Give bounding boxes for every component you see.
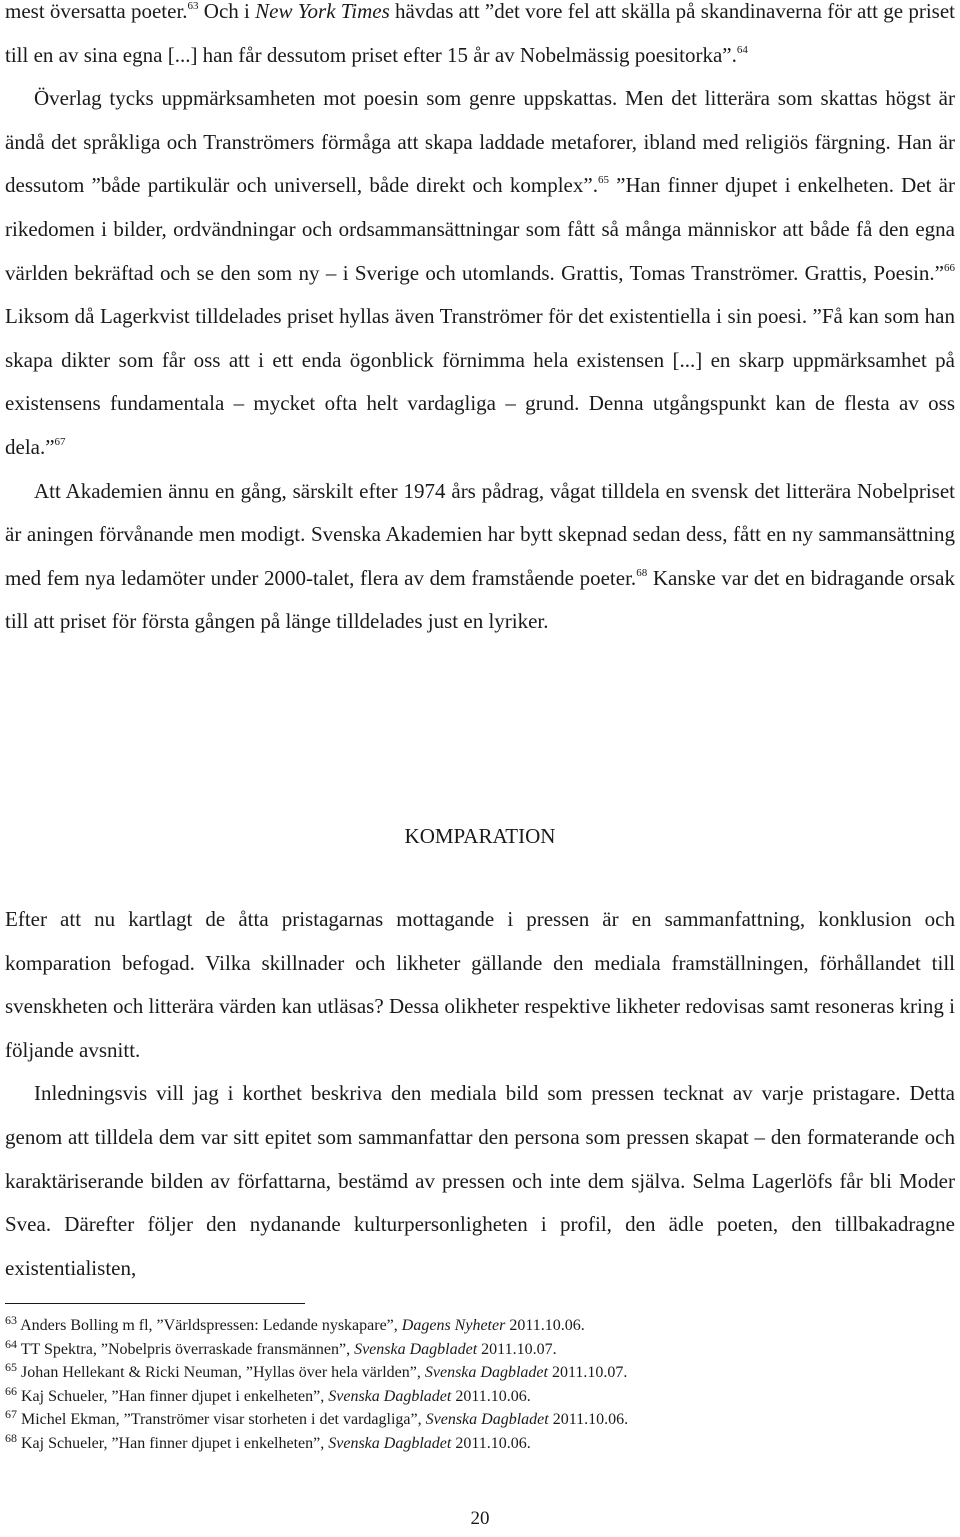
footnotes — [5, 1314, 955, 1455]
footnote: $^{64}$ TT Spektra, ”Nobelpris överraskade fransmännen”, Svenska Dagbladet 2011.10.07. — [5, 1336, 557, 1358]
body-section-lower — [5, 898, 955, 1290]
footnote: $^{66}$ Kaj Schueler, ”Han finner djupet i enkelheten”, Svenska Dagbladet 2011.10.06. — [5, 1383, 531, 1405]
footnote-ref: 65 — [597, 174, 609, 187]
section-heading: KOMPARATION — [404, 824, 556, 848]
paragraph-academy: Att Akademien ännu en gång, särskilt efter 1974 års pådrag, vågat tilldela en svensk det litterära Nobelpriset är aningen förvånande men modigt. Svenska Akademien har bytt skepnad sedan dess, fått en ny sammansättning med fem nya ledamöter under 2000-talet, flera av dem framstående poeter.$^{68}$ Kanske var det en bidragande orsak till att priset för första gången på länge tilldelades just en lyriker. — [5, 478, 956, 634]
paragraph-transtromer-reception: Överlag tycks uppmärksamheten mot poesin som genre uppskattas. Men det litterära som skattas högst är ändå det språkliga och Tranströmers förmåga att skapa laddade metaforer, ibland med religiös färgning. Han är dessutom ”både partikulär och universell, både direkt och komplex”.$^{65}$ ”Han finner djupet i enkelheten. Det är rikedomen i bilder, ordvändningar och ordsammansättningar som fått så många människor att både få den egna världen bekräftad och se den som ny – i Sverige och utomlands. Grattis, Tomas Tranströmer. Grattis, Poesin.”$^{66}$ Liksom då Lagerkvist tilldelades priset hyllas även Tranströmer för det existentiella i sin poesi. ”Få kan som han skapa dikter som får oss att i ett enda ögonblick förnimma hela existensen [...] en skarp uppmärksamhet på existensens fundamentala – mycket ofta helt vardagliga – grund. Denna utgångspunkt kan de flesta av oss dela.”$^{67}$ — [5, 86, 955, 459]
footnote-ref: 66 — [944, 261, 955, 274]
footnote: $^{63}$ Anders Bolling m fl, ”Världspressen: Ledande nyskapare”, Dagens Nyheter 2011.10.06. — [5, 1313, 585, 1334]
footnote-separator — [5, 1303, 305, 1304]
footnote-ref: 67 — [54, 435, 66, 448]
footnote: $^{68}$ Kaj Schueler, ”Han finner djupet i enkelheten”, Svenska Dagbladet 2011.10.06. — [5, 1430, 531, 1452]
paragraph-comparison-intro: Efter att nu kartlagt de åtta pristagarnas mottagande i pressen är en sammanfattning, konklusion och komparation befogad. Vilka skillnader och likheter gällande den mediala framställningen, förhållandet till svenskheten och litterära värden kan utläsas? Dessa olikheter respektive likheter redovisas samt resoneras kring i följande avsnitt. — [5, 907, 955, 1062]
footnote-ref: 64 — [736, 43, 748, 56]
footnote: $^{67}$ Michel Ekman, ”Tranströmer visar storheten i det vardagliga”, Svenska Dagbladet 2011.10.06. — [5, 1407, 629, 1428]
footnote-ref: 68 — [636, 566, 648, 579]
paragraph-epithets: Inledningsvis vill jag i korthet beskriva den mediala bild som pressen tecknat av varje pristagare. Detta genom att tilldela dem var sitt epitet som sammanfattar den persona som pressen skapat – den formaterande och karaktäriserande bilden av författarna, bestämd av pressen och inte dem själva. Selma Lagerlöfs får bli Moder Svea. Därefter följer den nydanande kulturpersonligheten i profil, den ädle poeten, den tillbakadragne existentialisten, — [5, 1081, 955, 1280]
footnote: $^{65}$ Johan Hellekant & Ricki Neuman, ”Hyllas över hela världen”, Svenska Dagbladet 2011.10.07. — [5, 1360, 628, 1381]
paragraph-continuation: mest översatta poeter.$^{63}$ Och i New York Times hävdas att ”det vore fel att skälla på skandinaverna för att ge priset till en av sina egna [...] han får dessutom priset efter 15 år av Nobelmässig poesitorka”.$^{64}$ — [5, 0, 955, 67]
footnote-ref: 63 — [187, 0, 199, 12]
page-number: 20 — [470, 1508, 490, 1529]
newspaper-title: New York Times — [255, 0, 390, 23]
body-section-upper — [5, 0, 955, 644]
